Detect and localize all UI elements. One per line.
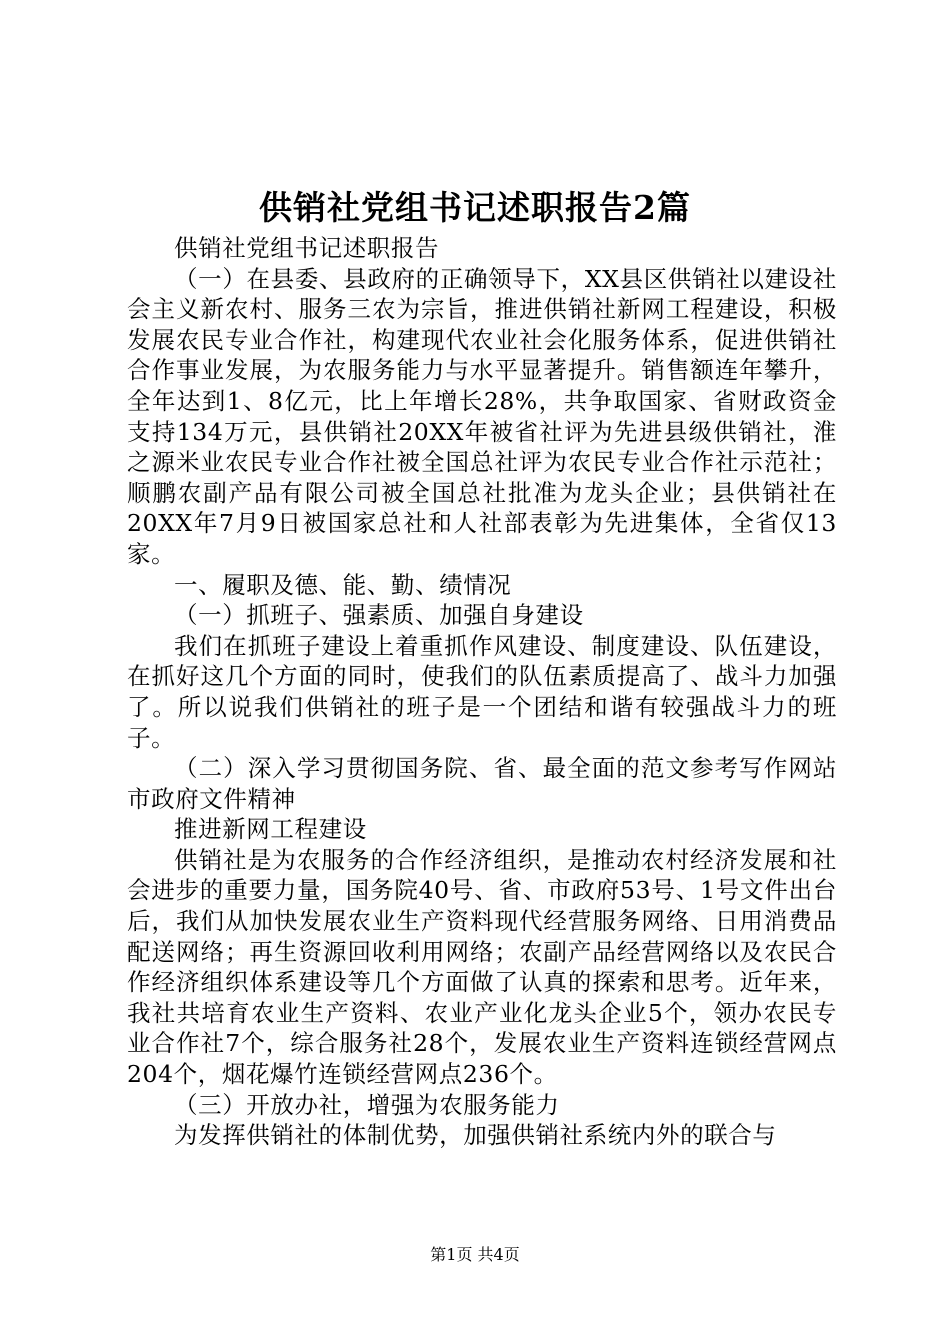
paragraph-subtitle: 供销社党组书记述职报告 xyxy=(174,234,440,262)
subsection-heading: 推进新网工程建设 xyxy=(174,815,367,844)
subsection-heading: （三）开放办社，增强为农服务能力 xyxy=(174,1090,560,1119)
page-footer: 第1页 共4页 xyxy=(430,1245,520,1264)
paragraph: 为发挥供销社的体制优势，加强供销社系统内外的联合与 xyxy=(174,1121,777,1150)
subsection-heading: （二）深入学习贯彻国务院、省、最全面的范文参考写作网站市政府文件精神 xyxy=(127,754,837,813)
section-heading: 一、履职及德、能、勤、绩情况 xyxy=(174,570,512,599)
paragraph: 我们在抓班子建设上着重抓作风建设、制度建设、队伍建设，在抓好这几个方面的同时，使我们的队伍素质提高了、战斗力加强了。所以说我们供销社的班子是一个团结和谐有较强战斗力的班子。 xyxy=(127,631,837,752)
paragraph: 供销社是为农服务的合作经济组织，是推动农村经济发展和社会进步的重要力量，国务院40号、省、市政府53号、1号文件出台后，我们从加快发展农业生产资料现代经营服务网络、日用消费品配送网络；再生资源回收利用网络；农副产品经营网络以及农民合作经济组织体系建设等几个方面做了认真的探索和思考。近年来，我社共培育农业生产资料、农业产业化龙头企业5个，领办农民专业合作社7个，综合服务社28个，发展农业生产资料连锁经营网点204个，烟花爆竹连锁经营网点236个。 xyxy=(127,845,837,1089)
paragraph: （一）在县委、县政府的正确领导下，XX县区供销社以建设社会主义新农村、服务三农为宗旨，推进供销社新网工程建设，积极发展农民专业合作社，构建现代农业社会化服务体系，促进供销社合作事业发展，为农服务能力与水平显著提升。销售额连年攀升，全年达到1、8亿元，比上年增长28%，共争取国家、省财政资金支持134万元，县供销社20XX年被省社评为先进县级供销社，淮之源米业农民专业合作社被全国总社评为农民专业合作社示范社；顺鹏农副产品有限公司被全国总社批准为龙头企业；县供销社在20XX年7月9日被国家总社和人社部表彰为先进集体，全省仅13家。 xyxy=(127,264,837,568)
subsection-heading: （一）抓班子、强素质、加强自身建设 xyxy=(174,601,584,630)
document-title: 供销社党组书记述职报告2篇 xyxy=(259,188,691,227)
document-body xyxy=(127,233,837,1151)
